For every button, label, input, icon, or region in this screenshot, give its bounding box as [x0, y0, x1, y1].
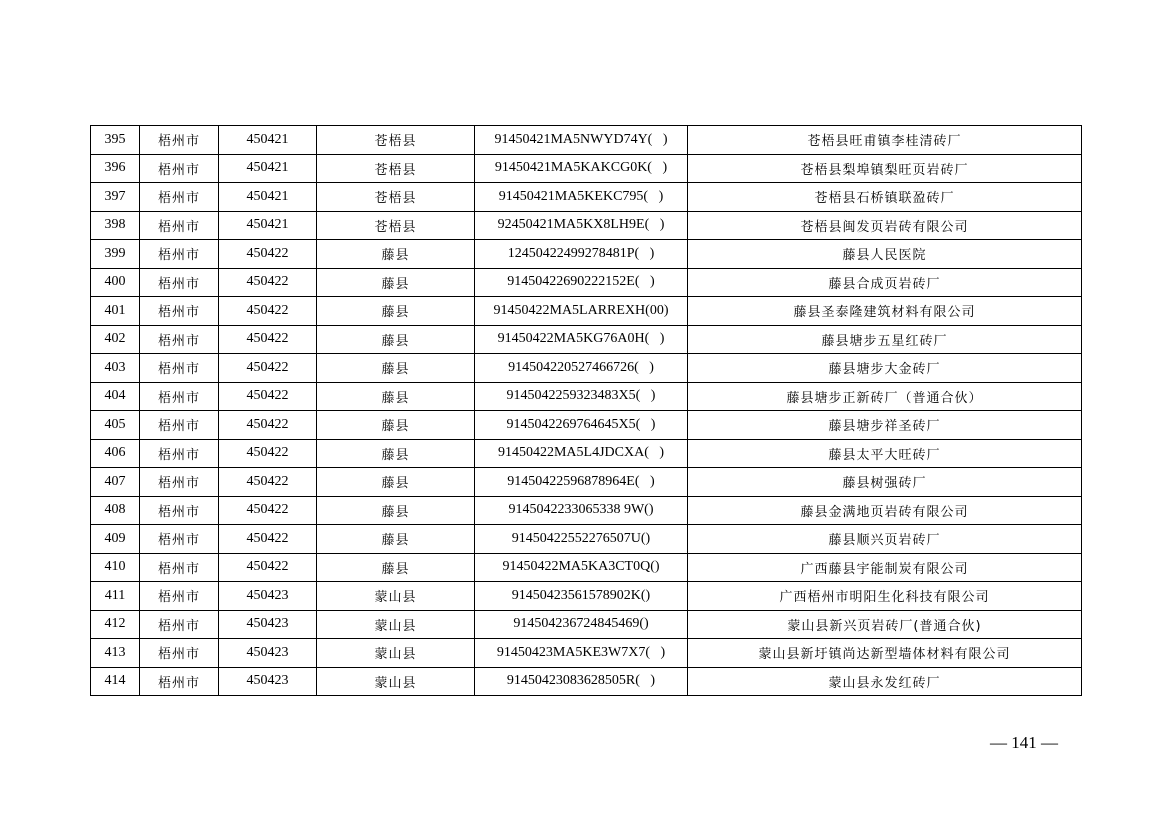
- credit-code-cell: 92450421MA5KX8LH9E( ): [475, 211, 688, 240]
- table-body: [91, 126, 1082, 696]
- seq-cell: 397: [91, 183, 140, 212]
- table-row: [91, 297, 1082, 326]
- credit-code-cell: 91450422552276507U(): [475, 525, 688, 554]
- credit-code-cell: 91450421MA5KEKC795( ): [475, 183, 688, 212]
- region-code-cell: 450421: [219, 126, 317, 155]
- table-row: [91, 268, 1082, 297]
- seq-cell: 396: [91, 154, 140, 183]
- table-row: [91, 496, 1082, 525]
- credit-code-cell: 91450423561578902K(): [475, 582, 688, 611]
- region-code-cell: 450422: [219, 468, 317, 497]
- table-row: [91, 211, 1082, 240]
- table-row: [91, 382, 1082, 411]
- credit-code-cell: 91450422MA5KG76A0H( ): [475, 325, 688, 354]
- seq-cell: 408: [91, 496, 140, 525]
- table-row: [91, 411, 1082, 440]
- seq-cell: 400: [91, 268, 140, 297]
- credit-code-cell: 91450423MA5KE3W7X7( ): [475, 639, 688, 668]
- region-code-cell: 450422: [219, 325, 317, 354]
- region-code-cell: 450421: [219, 183, 317, 212]
- credit-code-cell: 91450421MA5KAKCG0K( ): [475, 154, 688, 183]
- seq-cell: 404: [91, 382, 140, 411]
- city-cell: 梧州市: [140, 354, 219, 383]
- seq-cell: 402: [91, 325, 140, 354]
- table-row: [91, 325, 1082, 354]
- seq-cell: 414: [91, 667, 140, 696]
- city-cell: 梧州市: [140, 154, 219, 183]
- seq-cell: 401: [91, 297, 140, 326]
- city-cell: 梧州市: [140, 325, 219, 354]
- county-cell: 藤县: [317, 268, 475, 297]
- enterprise-name-cell: 藤县人民医院: [688, 240, 1082, 269]
- region-code-cell: 450422: [219, 354, 317, 383]
- county-cell: 苍梧县: [317, 126, 475, 155]
- table-row: [91, 639, 1082, 668]
- seq-cell: 412: [91, 610, 140, 639]
- city-cell: 梧州市: [140, 268, 219, 297]
- table-row: [91, 468, 1082, 497]
- seq-cell: 395: [91, 126, 140, 155]
- county-cell: 苍梧县: [317, 154, 475, 183]
- county-cell: 蒙山县: [317, 639, 475, 668]
- city-cell: 梧州市: [140, 382, 219, 411]
- enterprise-name-cell: 藤县塘步五星红砖厂: [688, 325, 1082, 354]
- county-cell: 藤县: [317, 411, 475, 440]
- table-row: [91, 582, 1082, 611]
- seq-cell: 410: [91, 553, 140, 582]
- enterprise-name-cell: 苍梧县旺甫镇李桂清砖厂: [688, 126, 1082, 155]
- county-cell: 藤县: [317, 382, 475, 411]
- enterprise-name-cell: 苍梧县闽发页岩砖有限公司: [688, 211, 1082, 240]
- city-cell: 梧州市: [140, 240, 219, 269]
- enterprise-name-cell: 苍梧县石桥镇联盈砖厂: [688, 183, 1082, 212]
- credit-code-cell: 91450421MA5NWYD74Y( ): [475, 126, 688, 155]
- county-cell: 藤县: [317, 468, 475, 497]
- city-cell: 梧州市: [140, 496, 219, 525]
- city-cell: 梧州市: [140, 610, 219, 639]
- enterprise-roster-table: [90, 125, 1082, 696]
- enterprise-name-cell: 蒙山县永发红砖厂: [688, 667, 1082, 696]
- region-code-cell: 450422: [219, 297, 317, 326]
- enterprise-name-cell: 蒙山县新兴页岩砖厂(普通合伙): [688, 610, 1082, 639]
- enterprise-name-cell: 藤县塘步正新砖厂（普通合伙）: [688, 382, 1082, 411]
- county-cell: 藤县: [317, 354, 475, 383]
- table-row: [91, 126, 1082, 155]
- city-cell: 梧州市: [140, 582, 219, 611]
- region-code-cell: 450422: [219, 496, 317, 525]
- credit-code-cell: 91450423083628505R( ): [475, 667, 688, 696]
- seq-cell: 407: [91, 468, 140, 497]
- table-row: [91, 439, 1082, 468]
- city-cell: 梧州市: [140, 667, 219, 696]
- region-code-cell: 450422: [219, 525, 317, 554]
- seq-cell: 411: [91, 582, 140, 611]
- table-row: [91, 183, 1082, 212]
- table-row: [91, 667, 1082, 696]
- enterprise-name-cell: 藤县树强砖厂: [688, 468, 1082, 497]
- seq-cell: 413: [91, 639, 140, 668]
- table-row: [91, 525, 1082, 554]
- credit-code-cell: 91450422690222152E( ): [475, 268, 688, 297]
- region-code-cell: 450422: [219, 240, 317, 269]
- enterprise-name-cell: 苍梧县梨埠镇梨旺页岩砖厂: [688, 154, 1082, 183]
- seq-cell: 398: [91, 211, 140, 240]
- city-cell: 梧州市: [140, 553, 219, 582]
- county-cell: 藤县: [317, 525, 475, 554]
- seq-cell: 405: [91, 411, 140, 440]
- county-cell: 苍梧县: [317, 183, 475, 212]
- enterprise-name-cell: 藤县塘步大金砖厂: [688, 354, 1082, 383]
- city-cell: 梧州市: [140, 126, 219, 155]
- city-cell: 梧州市: [140, 183, 219, 212]
- table-row: [91, 553, 1082, 582]
- region-code-cell: 450422: [219, 553, 317, 582]
- enterprise-name-cell: 藤县金满地页岩砖有限公司: [688, 496, 1082, 525]
- credit-code-cell: 91450422596878964E( ): [475, 468, 688, 497]
- county-cell: 藤县: [317, 240, 475, 269]
- table-row: [91, 240, 1082, 269]
- city-cell: 梧州市: [140, 297, 219, 326]
- credit-code-cell: 9145042269764645X5( ): [475, 411, 688, 440]
- table-row: [91, 610, 1082, 639]
- region-code-cell: 450422: [219, 439, 317, 468]
- region-code-cell: 450422: [219, 382, 317, 411]
- county-cell: 藤县: [317, 496, 475, 525]
- page-number: — 141 —: [990, 733, 1058, 752]
- county-cell: 藤县: [317, 553, 475, 582]
- region-code-cell: 450423: [219, 667, 317, 696]
- enterprise-name-cell: 广西梧州市明阳生化科技有限公司: [688, 582, 1082, 611]
- credit-code-cell: 914504236724845469(): [475, 610, 688, 639]
- enterprise-name-cell: 蒙山县新圩镇尚达新型墙体材料有限公司: [688, 639, 1082, 668]
- table-row: [91, 354, 1082, 383]
- county-cell: 藤县: [317, 297, 475, 326]
- region-code-cell: 450423: [219, 639, 317, 668]
- city-cell: 梧州市: [140, 439, 219, 468]
- table-row: [91, 154, 1082, 183]
- credit-code-cell: 914504220527466726( ): [475, 354, 688, 383]
- region-code-cell: 450423: [219, 582, 317, 611]
- county-cell: 藤县: [317, 439, 475, 468]
- credit-code-cell: 9145042259323483X5( ): [475, 382, 688, 411]
- city-cell: 梧州市: [140, 211, 219, 240]
- enterprise-name-cell: 藤县塘步祥圣砖厂: [688, 411, 1082, 440]
- city-cell: 梧州市: [140, 525, 219, 554]
- city-cell: 梧州市: [140, 411, 219, 440]
- county-cell: 苍梧县: [317, 211, 475, 240]
- city-cell: 梧州市: [140, 639, 219, 668]
- credit-code-cell: 91450422MA5L4JDCXA( ): [475, 439, 688, 468]
- county-cell: 蒙山县: [317, 667, 475, 696]
- enterprise-name-cell: 藤县太平大旺砖厂: [688, 439, 1082, 468]
- seq-cell: 409: [91, 525, 140, 554]
- region-code-cell: 450423: [219, 610, 317, 639]
- enterprise-name-cell: 藤县顺兴页岩砖厂: [688, 525, 1082, 554]
- credit-code-cell: 9145042233065338 9W(): [475, 496, 688, 525]
- region-code-cell: 450422: [219, 411, 317, 440]
- enterprise-name-cell: 藤县合成页岩砖厂: [688, 268, 1082, 297]
- seq-cell: 403: [91, 354, 140, 383]
- enterprise-name-cell: 藤县圣泰隆建筑材料有限公司: [688, 297, 1082, 326]
- credit-code-cell: 12450422499278481P( ): [475, 240, 688, 269]
- region-code-cell: 450421: [219, 211, 317, 240]
- seq-cell: 399: [91, 240, 140, 269]
- credit-code-cell: 91450422MA5KA3CT0Q(): [475, 553, 688, 582]
- county-cell: 蒙山县: [317, 610, 475, 639]
- region-code-cell: 450421: [219, 154, 317, 183]
- county-cell: 藤县: [317, 325, 475, 354]
- county-cell: 蒙山县: [317, 582, 475, 611]
- credit-code-cell: 91450422MA5LARREXH(00): [475, 297, 688, 326]
- city-cell: 梧州市: [140, 468, 219, 497]
- seq-cell: 406: [91, 439, 140, 468]
- region-code-cell: 450422: [219, 268, 317, 297]
- enterprise-name-cell: 广西藤县宇能制炭有限公司: [688, 553, 1082, 582]
